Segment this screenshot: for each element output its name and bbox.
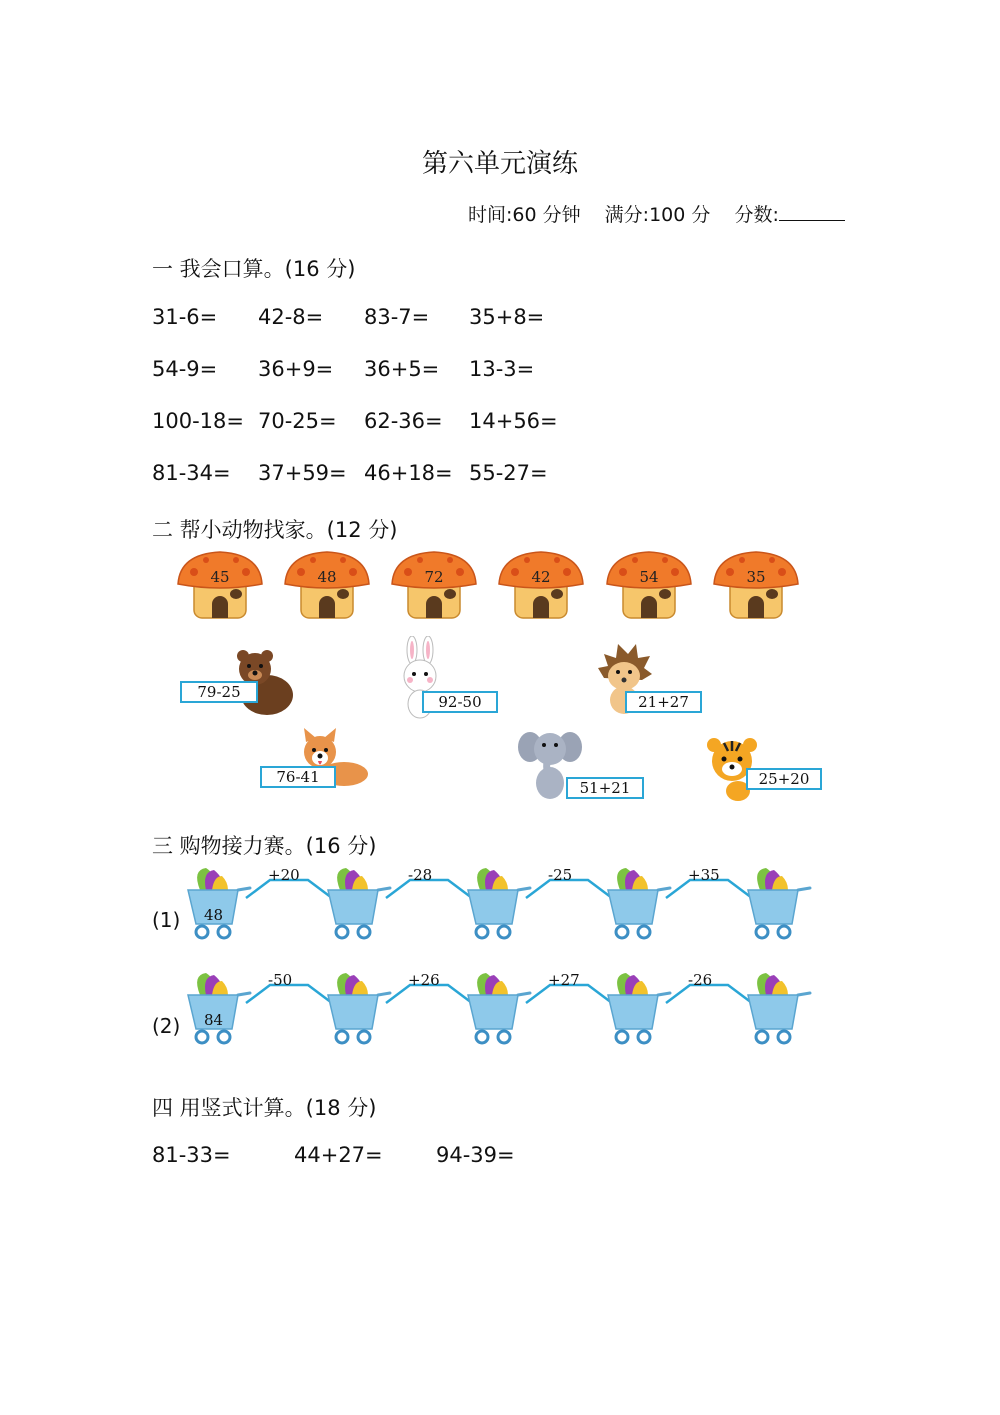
shopping-cart-icon xyxy=(184,868,254,940)
animal-expression: 79-25 xyxy=(180,681,258,703)
start-number: 48 xyxy=(204,906,224,924)
mushroom-house xyxy=(390,550,478,622)
oral-calc-item: 14+56= xyxy=(469,409,558,433)
mushroom-house xyxy=(176,550,264,622)
shopping-cart-icon xyxy=(464,973,534,1045)
shopping-cart-icon xyxy=(604,973,674,1045)
animal-expression: 51+21 xyxy=(566,777,644,799)
oral-calc-item: 36+9= xyxy=(258,357,334,381)
section-4-heading: 四 用竖式计算。(18 分) xyxy=(152,1096,377,1120)
animal-expression: 25+20 xyxy=(746,768,822,790)
oral-calc-item: 35+8= xyxy=(469,305,545,329)
mushroom-house xyxy=(497,550,585,622)
full-score-info: 满分:100 分 xyxy=(604,204,711,226)
operation-label: -25 xyxy=(548,866,573,884)
shopping-cart-icon xyxy=(464,868,534,940)
start-number: 84 xyxy=(204,1011,224,1029)
section-2-heading: 二 帮小动物找家。(12 分) xyxy=(152,518,398,542)
animal-expression: 92-50 xyxy=(422,691,498,713)
oral-calc-item: 62-36= xyxy=(364,409,443,433)
animal-expression: 76-41 xyxy=(260,766,336,788)
operation-label: +26 xyxy=(408,971,440,989)
exam-meta xyxy=(468,200,863,227)
row-label: (2) xyxy=(152,1014,181,1038)
oral-calc-item: 31-6= xyxy=(152,305,218,329)
shopping-cart-icon xyxy=(604,868,674,940)
oral-calc-item: 54-9= xyxy=(152,357,218,381)
oral-calc-item: 83-7= xyxy=(364,305,430,329)
row-label: (1) xyxy=(152,908,181,932)
shopping-cart-icon xyxy=(744,868,814,940)
operation-label: -26 xyxy=(688,971,713,989)
shopping-cart-icon xyxy=(324,973,394,1045)
operation-label: +27 xyxy=(548,971,580,989)
mushroom-number: 72 xyxy=(424,568,444,586)
page-title: 第六单元演练 xyxy=(421,149,578,179)
mushroom-number: 45 xyxy=(210,568,230,586)
time-info: 时间:60 分钟 xyxy=(468,204,581,226)
oral-calc-item: 36+5= xyxy=(364,357,440,381)
mushroom-house xyxy=(712,550,800,622)
vertical-calc-item: 44+27= xyxy=(294,1143,383,1167)
oral-calc-item: 42-8= xyxy=(258,305,324,329)
shopping-cart-icon xyxy=(324,868,394,940)
oral-calc-item: 70-25= xyxy=(258,409,337,433)
section-3-heading: 三 购物接力赛。(16 分) xyxy=(152,834,377,858)
oral-calc-item: 100-18= xyxy=(152,409,244,433)
operation-label: -28 xyxy=(408,866,433,884)
mushroom-number: 54 xyxy=(639,568,659,586)
vertical-calc-item: 94-39= xyxy=(436,1143,515,1167)
oral-calc-item: 37+59= xyxy=(258,461,347,485)
score-label: 分数: xyxy=(734,204,779,226)
score-blank xyxy=(779,202,845,221)
animal-expression: 21+27 xyxy=(625,691,702,713)
shopping-cart-icon xyxy=(744,973,814,1045)
shopping-cart-icon xyxy=(184,973,254,1045)
mushroom-house xyxy=(605,550,693,622)
operation-label: +20 xyxy=(268,866,300,884)
section-1-heading: 一 我会口算。(16 分) xyxy=(152,257,356,281)
operation-label: -50 xyxy=(268,971,293,989)
oral-calc-item: 46+18= xyxy=(364,461,453,485)
oral-calc-item: 13-3= xyxy=(469,357,535,381)
oral-calc-item: 55-27= xyxy=(469,461,548,485)
operation-label: +35 xyxy=(688,866,720,884)
mushroom-number: 48 xyxy=(317,568,337,586)
oral-calc-item: 81-34= xyxy=(152,461,231,485)
mushroom-house xyxy=(283,550,371,622)
mushroom-number: 42 xyxy=(531,568,551,586)
vertical-calc-item: 81-33= xyxy=(152,1143,231,1167)
mushroom-number: 35 xyxy=(746,568,766,586)
